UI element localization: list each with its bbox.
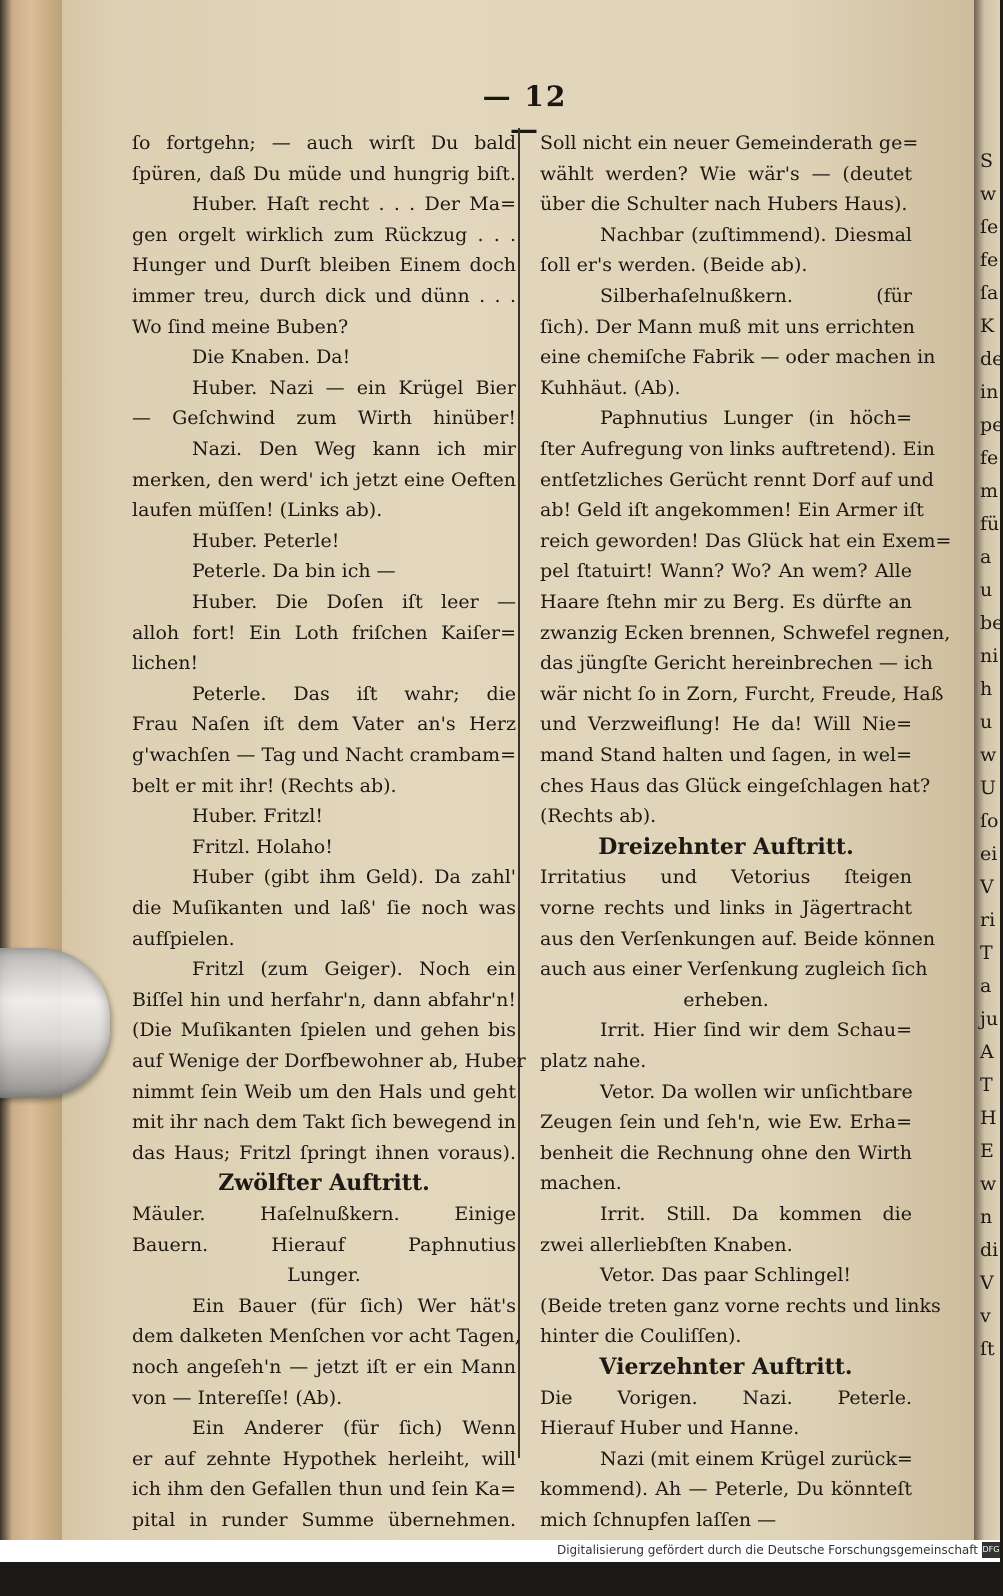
adjacent-page-fragment: w bbox=[980, 744, 997, 766]
text-line: Ein Bauer (für ſich) Wer hät's bbox=[192, 1294, 516, 1317]
adjacent-page-fragment: A bbox=[980, 1041, 994, 1063]
text-line: benheit die Rechnung ohne den Wirth bbox=[540, 1141, 912, 1164]
text-line: Nachbar (zuſtimmend). Diesmal bbox=[600, 223, 912, 246]
adjacent-page-fragment: ju bbox=[980, 1008, 999, 1030]
text-line: Fritzl. Holaho! bbox=[192, 835, 333, 858]
text-line: aufſpielen. bbox=[132, 927, 235, 950]
text-line: ſter Aufregung von links auftretend). Ein bbox=[540, 438, 935, 460]
text-line: das jüngſte Gericht hereinbrechen — ich bbox=[540, 652, 933, 675]
adjacent-page-fragment: ſa bbox=[980, 282, 999, 304]
text-line: von — Intereſſe! (Ab). bbox=[132, 1386, 343, 1409]
adjacent-page-fragment: ri bbox=[980, 909, 996, 931]
text-line: Huber. Die Doſen iſt leer — bbox=[192, 591, 516, 613]
adjacent-page-fragment: fe bbox=[980, 249, 999, 271]
footer-credit: Digitalisierung gefördert durch die Deutsche Forschungsgemeinschaft bbox=[556, 1543, 978, 1557]
dfg-logo: DFG bbox=[982, 1542, 1000, 1558]
text-line: Paphnutius Lunger (in höch= bbox=[600, 407, 912, 430]
text-line: Irrit. Hier ſind wir dem Schau= bbox=[600, 1019, 912, 1042]
adjacent-page-fragment: T bbox=[980, 942, 993, 964]
text-line: Irrit. Still. Da kommen die bbox=[600, 1203, 912, 1225]
adjacent-page-fragment: H bbox=[980, 1107, 997, 1129]
scene-heading: Zwölfter Auftritt. bbox=[218, 1170, 430, 1197]
adjacent-page-fragment: V bbox=[980, 1272, 994, 1294]
text-line: auch aus einer Verſenkung zugleich ſich bbox=[540, 958, 928, 981]
text-line: eine chemiſche Fabrik — oder machen in bbox=[540, 346, 936, 369]
adjacent-page-fragment: ei bbox=[980, 843, 998, 865]
text-line: Zeugen ſein und ſeh'n, wie Ew. Erha= bbox=[540, 1111, 912, 1134]
scene-heading: Vierzehnter Auftritt. bbox=[599, 1354, 853, 1380]
text-line: auf Wenige der Dorfbewohner ab, Huber bbox=[132, 1050, 526, 1072]
adjacent-page-fragment: be bbox=[980, 612, 1003, 634]
text-line: noch angeſeh'n — jetzt iſt er ein Mann bbox=[132, 1356, 516, 1378]
adjacent-page-fragment: ſt bbox=[980, 1338, 995, 1360]
text-line: reich geworden! Das Glück hat ein Exem= bbox=[540, 529, 952, 552]
text-line: Fritzl (zum Geiger). Noch ein bbox=[192, 958, 516, 981]
text-line: Huber (gibt ihm Geld). Da zahl' bbox=[192, 866, 516, 889]
adjacent-page-fragment: S bbox=[980, 150, 994, 172]
text-line: ſo fortgehn; — auch wirſt Du bald bbox=[132, 132, 516, 154]
text-line: Irritatius und Vetorius ſteigen bbox=[540, 866, 912, 889]
text-line: Hunger und Durſt bleiben Einem doch bbox=[132, 254, 516, 277]
text-line: (Die Muſikanten ſpielen und gehen bis bbox=[132, 1019, 516, 1042]
text-line: er auf zehnte Hypothek herleiht, will bbox=[132, 1447, 516, 1470]
text-line: mand Stand halten und ſagen, in wel= bbox=[540, 744, 912, 766]
text-line: Hierauf Huber und Hanne. bbox=[540, 1417, 800, 1440]
text-line: Nazi. Den Weg kann ich mir bbox=[192, 438, 516, 460]
text-line: zwanzig Ecken brennen, Schwefel regnen, bbox=[540, 621, 951, 644]
text-line: (Beide treten ganz vorne rechts und links bbox=[540, 1294, 941, 1317]
adjacent-page-fragment: de bbox=[980, 348, 1003, 370]
text-line: belt er mit ihr! (Rechts ab). bbox=[132, 774, 397, 797]
text-line: entſetzliches Gerücht rennt Dorf auf und bbox=[540, 468, 934, 491]
text-line: Soll nicht ein neuer Gemeinderath ge= bbox=[540, 132, 919, 154]
text-line: Ein Anderer (für ſich) Wenn bbox=[192, 1417, 516, 1440]
text-line: merken, den werd' ich jetzt eine Oeften bbox=[132, 468, 516, 491]
text-line: das Haus; Fritzl ſpringt ihnen voraus). bbox=[132, 1141, 516, 1164]
text-line: vorne rechts und links in Jägertracht bbox=[540, 897, 912, 919]
adjacent-page-fragment: ſe bbox=[980, 216, 999, 238]
text-line: Kuhhäut. (Ab). bbox=[540, 376, 681, 399]
adjacent-page-fragment: w bbox=[980, 183, 997, 205]
adjacent-page-fragment: u bbox=[980, 711, 993, 733]
text-line: die Muſikanten und laß' ſie noch was bbox=[132, 897, 516, 919]
text-line: ſich). Der Mann muß mit uns errichten bbox=[540, 315, 915, 338]
text-line: Bauern. Hierauf Paphnutius bbox=[132, 1233, 516, 1256]
text-line: dem dalketen Menſchen vor acht Tagen, bbox=[132, 1325, 521, 1348]
text-line: immer treu, durch dick und dünn . . . bbox=[132, 285, 516, 307]
text-line: Wo ſind meine Buben? bbox=[132, 315, 349, 338]
text-line: Die Vorigen. Nazi. Peterle. bbox=[540, 1386, 912, 1409]
adjacent-page-fragment: a bbox=[980, 546, 992, 568]
adjacent-page-fragment: w bbox=[980, 1173, 997, 1195]
adjacent-page-fragment: ni bbox=[980, 645, 999, 667]
page-number: — 12 — bbox=[482, 80, 568, 146]
text-line: ich ihm den Gefallen thun und ſein Ka= bbox=[132, 1478, 516, 1501]
text-line: platz nahe. bbox=[540, 1050, 647, 1072]
text-line: Huber. Peterle! bbox=[192, 529, 340, 552]
text-line: zwei allerliebſten Knaben. bbox=[540, 1233, 793, 1256]
adjacent-page-fragment: h bbox=[980, 678, 993, 700]
text-line: Lunger. bbox=[287, 1264, 361, 1287]
text-line: kommend). Ah — Peterle, Du könnteſt bbox=[540, 1478, 912, 1501]
adjacent-page-fragment: in bbox=[980, 381, 999, 403]
text-line: Vetor. Da wollen wir unſichtbare bbox=[600, 1080, 913, 1103]
text-line: ſpüren, daß Du müde und hungrig biſt. bbox=[132, 162, 516, 185]
adjacent-page-fragment: T bbox=[980, 1074, 993, 1096]
text-line: Peterle. Da bin ich — bbox=[192, 560, 396, 583]
text-line: Haare ſtehn mir zu Berg. Es dürfte an bbox=[540, 591, 912, 613]
text-line: (Rechts ab). bbox=[540, 805, 657, 828]
text-line: pital in runder Summe übernehmen. bbox=[132, 1509, 516, 1531]
text-line: hinter die Couliſſen). bbox=[540, 1325, 742, 1348]
text-line: gen orgelt wirklich zum Rückzug . . . bbox=[132, 223, 516, 246]
text-line: aus den Verſenkungen auf. Beide können bbox=[540, 927, 936, 950]
text-line: machen. bbox=[540, 1172, 622, 1195]
text-line: mich ſchnupfen laſſen — bbox=[540, 1509, 777, 1531]
text-line: lichen! bbox=[132, 652, 199, 675]
adjacent-page-fragment: ſo bbox=[980, 810, 999, 832]
text-line: wählt werden? Wie wär's — (deutet bbox=[540, 162, 912, 185]
text-line: mit ihr nach dem Takt ſich bewegend in bbox=[132, 1111, 516, 1134]
text-line: ab! Geld iſt angekommen! Ein Armer iſt bbox=[540, 499, 924, 522]
text-line: Huber. Fritzl! bbox=[192, 805, 323, 828]
adjacent-page-fragment: E bbox=[980, 1140, 994, 1162]
column-divider bbox=[518, 128, 520, 1458]
adjacent-page-fragment: a bbox=[980, 975, 992, 997]
text-line: Vetor. Das paar Schlingel! bbox=[600, 1264, 852, 1287]
page-stack-edge bbox=[0, 0, 68, 1540]
text-line: über die Schulter nach Hubers Haus). bbox=[540, 193, 908, 216]
adjacent-page-fragment: fe bbox=[980, 447, 999, 469]
adjacent-page-fragment: m bbox=[980, 480, 999, 502]
text-line: — Geſchwind zum Wirth hinüber! bbox=[132, 407, 516, 430]
scene-heading: Dreizehnter Auftritt. bbox=[598, 833, 854, 860]
digitization-footer bbox=[0, 1540, 1000, 1562]
adjacent-page-fragment: fü bbox=[980, 513, 1000, 535]
text-line: Huber. Haſt recht . . . Der Ma= bbox=[192, 193, 516, 216]
text-line: ches Haus das Glück eingeſchlagen hat? bbox=[540, 774, 931, 797]
adjacent-page-fragment: V bbox=[980, 876, 994, 898]
adjacent-page-fragment: u bbox=[980, 579, 993, 601]
text-line: Die Knaben. Da! bbox=[192, 346, 351, 369]
text-line: Mäuler (zu einem Nachbar). bbox=[192, 1570, 465, 1593]
text-line: Frau Naſen iſt dem Vater an's Herz bbox=[132, 713, 516, 736]
text-line: erheben. bbox=[683, 988, 769, 1011]
text-line: Silberhaſelnußkern. (für bbox=[600, 285, 912, 307]
text-line: Peterle. Das iſt wahr; die bbox=[192, 682, 516, 705]
text-line: und Verzweiflung! He da! Will Nie= bbox=[540, 713, 912, 736]
text-line: wär nicht ſo in Zorn, Furcht, Freude, Haß bbox=[540, 682, 944, 705]
text-line: nimmt ſein Weib um den Hals und geht bbox=[132, 1080, 516, 1103]
text-line: alloh fort! Ein Loth friſchen Kaiſer= bbox=[132, 621, 516, 644]
text-line: pel ſtatuirt! Wann? Wo? An wem? Alle bbox=[540, 560, 912, 583]
adjacent-page-fragment: di bbox=[980, 1239, 999, 1261]
text-line: Nazi (mit einem Krügel zurück= bbox=[600, 1447, 913, 1470]
text-line: laufen müſſen! (Links ab). bbox=[132, 499, 383, 522]
text-line: ſoll er's werden. (Beide ab). bbox=[540, 254, 808, 277]
adjacent-page-fragment: U bbox=[980, 777, 997, 799]
text-line: Huber. Nazi — ein Krügel Bier bbox=[192, 376, 516, 399]
adjacent-page-fragment: pe bbox=[980, 414, 1003, 436]
adjacent-page-fragment: v bbox=[980, 1305, 991, 1327]
adjacent-page-fragment: n bbox=[980, 1206, 993, 1228]
text-line: g'wachſen — Tag und Nacht crambam= bbox=[132, 744, 516, 766]
text-line: Mäuler. Haſelnußkern. Einige bbox=[132, 1203, 516, 1225]
adjacent-page-edge bbox=[974, 0, 1003, 1540]
adjacent-page-fragment: K bbox=[980, 315, 995, 337]
text-line: Biſſel hin und herfahr'n, dann abfahr'n! bbox=[132, 988, 516, 1011]
